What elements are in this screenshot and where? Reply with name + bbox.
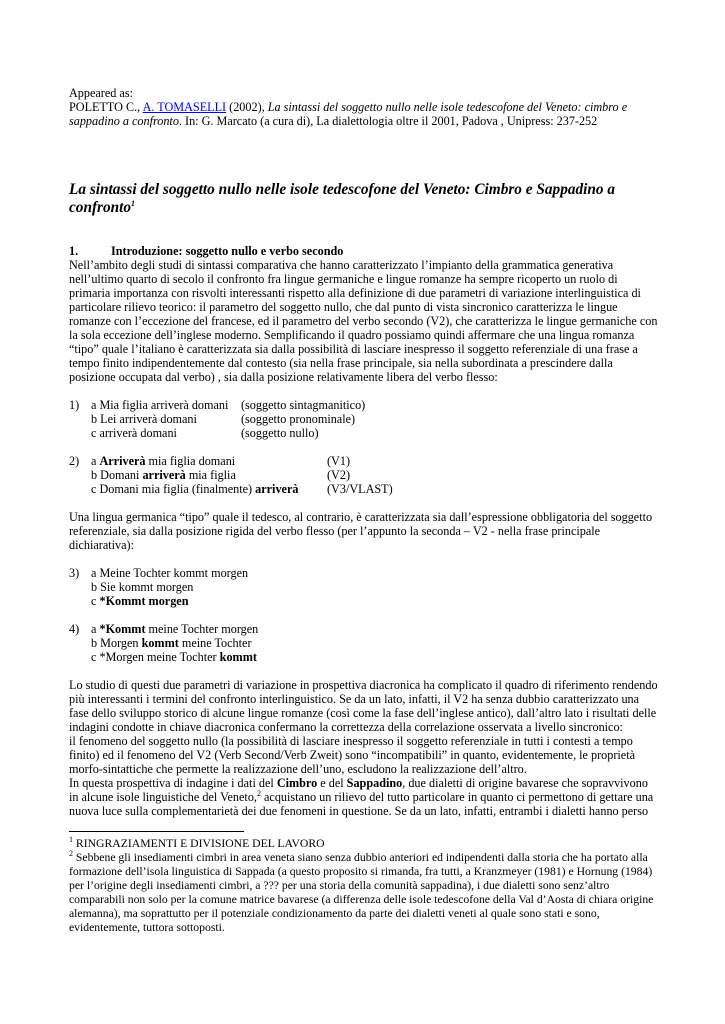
example-row: 1) a Mia figlia arriverà domani (soggetto sintagmanitico) bbox=[69, 398, 366, 412]
example-2 bbox=[69, 454, 659, 496]
dialects-paragraph: In questa prospettiva di indagine i dati del Cimbro e del Sappadino, due dialetti di origine bavarese che sopravvivono in alcune isole linguistiche del Veneto,$^2$ acquistano un rilievo del tutto particolare in quanto ci permettono di gettare una nuova luce sulla complementarietà dei due fenomeni in questione. Se da un lato, infatti, entrambi i dialetti hanno perso bbox=[69, 776, 654, 818]
footnote-2: $^2$ Sebbene gli insediamenti cimbri in area veneta siano senza dubbio anteriori ed indipendenti dalla storia che ha portato alla formazione dell’isola linguistica di Sappada (a questo proposito si rimanda, fra tutti, a Kranzmeyer (1981) e Hornung (1984) per l’origine degli insediamenti cimbri, a ??? per una storia della comunità sappadina), i due dialetti sono senz’altro comparabili non solo per la comune matrice bavarese (a differenza delle isole tedescofone della Val d’Aosta di chiara origine alemanna), ma soprattutto per il potenziale condizionamento da parte dei dialetti veneti al quale sono stati e sono, evidentemente, tuttora sottoposti. bbox=[69, 849, 654, 934]
example-1 bbox=[69, 398, 659, 440]
section-title: Introduzione: soggetto nullo e verbo secondo bbox=[111, 244, 344, 258]
incompatibility-paragraph: il fenomeno del soggetto nullo (la possibilità di lasciare inespresso il soggetto referenziale in tutti i contesti a tempo finito) ed il fenomeno del V2 (Verb Second/Verb Zweit) sono “incompatibili” in quanto, evidentemente, le proprietà morfo-sintattiche che permette la realizzazione dell’uno, escludono la realizzazione dell’altro. bbox=[69, 734, 635, 776]
footnote-separator bbox=[69, 831, 244, 832]
example-row: b Morgen kommt meine Tochter bbox=[91, 636, 252, 650]
example-row: b Domani arriverà mia figlia (V2) bbox=[91, 468, 351, 482]
example-row: c Domani mia figlia (finalmente) arriverà (V3/VLAST) bbox=[91, 482, 393, 496]
citation-block bbox=[69, 86, 659, 128]
example-row: 2) a Arriverà mia figlia domani (V1) bbox=[69, 454, 351, 468]
german-paragraph: Una lingua germanica “tipo” quale il tedesco, al contrario, è caratterizzata sia dall’espressione obbligatoria del soggetto referenziale, sia dalla posizione rigida del verbo flesso (per l’appunto la seconda – V2 - nella frase principale dichiarativa): bbox=[69, 510, 653, 552]
document-page bbox=[69, 86, 659, 935]
footnote-1: $^1$ RINGRAZIAMENTI E DIVISIONE DEL LAVORO bbox=[69, 835, 325, 850]
example-number: 1) bbox=[69, 398, 80, 412]
footnote-ref-2[interactable]: 2 bbox=[256, 788, 261, 798]
example-row: 4) a *Kommt meine Tochter morgen bbox=[69, 622, 259, 636]
intro-paragraph: Nell’ambito degli studi di sintassi comparativa che hanno caratterizzato l’impianto della grammatica generativa nell’ultimo quarto di secolo il confronto fra lingue germaniche e lingue romanze ha sempre ricoperto un ruolo di primaria importanza con risvolti interessanti rispetto alla definizione di due parametri di variazione interlinguistica di particolare rilievo teorico: il parametro del soggetto nullo, che dal punto di vista sincronico caratterizza le lingue romanze con l’eccezione del francese, ed il parametro del verbo secondo (V2), che caratterizza le lingue germaniche con la sola eccezione dell’inglese moderno. Semplificando il quadro possiamo quindi affermare che una lingua romanza “tipo” quale l’italiano è caratterizzata sia dalla possibilità di lasciare inespresso il soggetto referenziale di una frase a tempo finito indipendentemente dal contesto (sia nella frase principale, sia nella subordinata a prescindere dalla posizione occupata dal verbo) , sia dalla posizione relativamente libera del verbo flesso: bbox=[69, 258, 658, 384]
example-3 bbox=[69, 566, 659, 608]
example-row: 3) a Meine Tochter kommt morgen bbox=[69, 566, 249, 580]
footnote-ref-1[interactable]: 1 bbox=[131, 198, 136, 208]
example-row: c *Morgen meine Tochter kommt bbox=[91, 650, 257, 664]
example-row: c *Kommt morgen bbox=[91, 594, 189, 608]
example-row: b Lei arriverà domani (soggetto pronominale) bbox=[91, 412, 356, 426]
diachronic-paragraph: Lo studio di questi due parametri di variazione in prospettiva diacronica ha complicato il quadro di riferimento rendendo più interessanti i termini del confronto interlinguistico. Se da un lato, infatti, il V2 ha senza dubbio caratterizzato una fase dello sviluppo storico di alcune lingue romanze (così come la fase dell’inglese antico), dall’altro lato i risultati delle indagini condotte in chiave diacronica confermano la correttezza della correlazione osservata a livello sincronico: bbox=[69, 678, 658, 734]
citation-title: La sintassi del soggetto nullo nelle isole tedescofone del Veneto: cimbro e sappadino a confronto bbox=[69, 100, 628, 128]
example-number: 2) bbox=[69, 454, 80, 468]
example-row: c arriverà domani (soggetto nullo) bbox=[91, 426, 319, 440]
footnotes bbox=[69, 837, 659, 935]
example-number: 4) bbox=[69, 622, 80, 636]
appeared-as-label: Appeared as: bbox=[69, 86, 133, 100]
example-row: b Sie kommt morgen bbox=[91, 580, 194, 594]
example-number: 3) bbox=[69, 566, 80, 580]
author-link[interactable]: A. TOMASELLI bbox=[142, 100, 227, 114]
citation-text: POLETTO C., A. TOMASELLI (2002), La sintassi del soggetto nullo nelle isole tedescofone del Veneto: cimbro e sappadino a confronto. In: G. Marcato (a cura di), La dialettologia oltre il 2001, Padova , Unipress: 237-252 bbox=[69, 100, 628, 128]
section-heading bbox=[69, 244, 659, 258]
example-4 bbox=[69, 622, 659, 664]
paper-title: La sintassi del soggetto nullo nelle isole tedescofone del Veneto: Cimbro e Sappadino a confronto$^1$ bbox=[69, 181, 616, 216]
section-number: 1. bbox=[69, 244, 79, 258]
